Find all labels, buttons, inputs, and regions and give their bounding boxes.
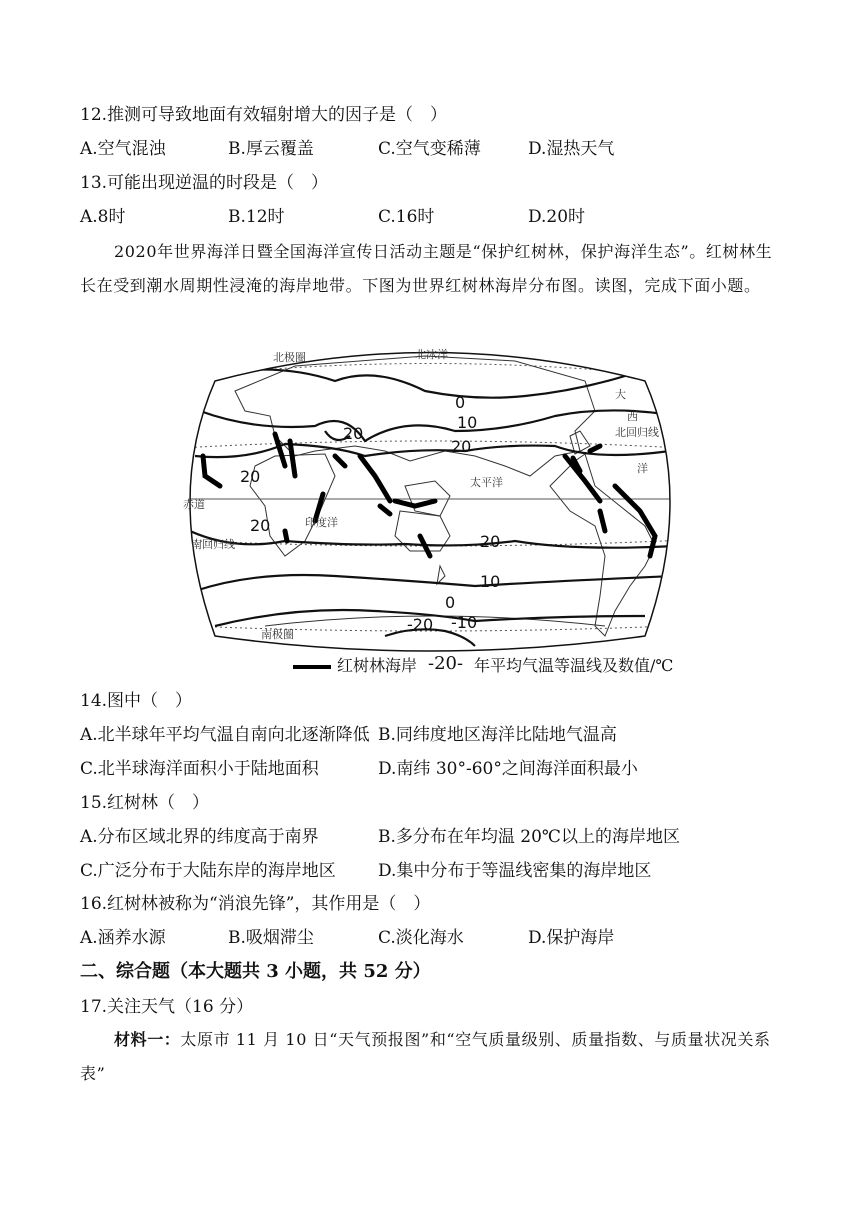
q12-option-b: B.厚云覆盖 — [228, 139, 314, 159]
q12-option-d: D.湿热天气 — [528, 139, 615, 159]
label-antarctic-circle: 南极圈 — [261, 628, 294, 641]
q16-stem: 16.红树林被称为“消浪先锋”，其作用是（ ） — [80, 894, 431, 914]
isotherm-value-n20b: 20 — [343, 424, 364, 443]
q12-option-c: C.空气变稀薄 — [378, 139, 481, 159]
label-arctic-ocean: 北冰洋 — [415, 348, 448, 361]
q14-option-d: D.南纬 30°-60°之间海洋面积最小 — [378, 759, 638, 779]
label-atlantic-1: 大 — [615, 388, 626, 401]
label-atlantic-2: 西 — [627, 410, 638, 423]
q13-option-d: D.20时 — [528, 207, 586, 227]
q16-option-b: B.吸烟滞尘 — [228, 928, 314, 948]
q16-option-d: D.保护海岸 — [528, 928, 615, 948]
q15-option-d: D.集中分布于等温线密集的海岸地区 — [378, 861, 652, 881]
q16-option-c: C.淡化海水 — [378, 928, 464, 948]
label-atlantic-3: 洋 — [637, 462, 648, 475]
q17-material-label: 材料一： — [114, 1030, 181, 1049]
q14-option-a: A.北半球年平均气温自南向北逐渐降低 — [80, 725, 370, 745]
q14-option-b: B.同纬度地区海洋比陆地气温高 — [378, 725, 617, 745]
legend-isotherm-sample: -20- — [428, 653, 464, 674]
q15-option-a: A.分布区域北界的纬度高于南界 — [80, 827, 319, 847]
isotherm-value-s10: 10 — [480, 572, 501, 591]
q13-option-a: A.8时 — [80, 207, 126, 227]
isotherm-value-n20c: 20 — [240, 467, 261, 486]
isotherm-value-n0: 0 — [455, 393, 466, 412]
label-pacific-ocean: 太平洋 — [470, 476, 503, 489]
label-tropic-north: 北回归线 — [615, 426, 659, 439]
q17-material-text: 太原市 11 月 10 日“天气预报图”和“空气质量级别、质量指数、与质量状况关系表” — [80, 1030, 771, 1083]
q12-stem: 12.推测可导致地面有效辐射增大的因子是（ ） — [80, 105, 448, 125]
legend-coast-label: 红树林海岸 — [337, 656, 418, 675]
q17-material — [80, 1023, 780, 1091]
label-arctic-circle: 北极圈 — [273, 351, 306, 364]
mangrove-intro: 2020年世界海洋日暨全国海洋宣传日活动主题是“保护红树林，保护海洋生态”。红树林生长在受到潮水周期性浸淹的海岸地带。下图为世界红树林海岸分布图。读图，完成下面小题。 — [80, 242, 773, 295]
q15-stem: 15.红树林（ ） — [80, 793, 210, 813]
q14-option-c: C.北半球海洋面积小于陆地面积 — [80, 759, 319, 779]
q13-option-c: C.16时 — [378, 207, 435, 227]
legend-coast-swatch — [293, 665, 331, 669]
label-tropic-south: 南回归线 — [191, 538, 235, 551]
label-indian-ocean: 印度洋 — [305, 516, 338, 529]
q17-stem: 17.关注天气（16 分） — [80, 997, 254, 1017]
q15-option-b: B.多分布在年均温 20℃以上的海岸地区 — [378, 827, 680, 847]
q14-stem: 14.图中（ ） — [80, 691, 193, 711]
legend-coast — [293, 656, 417, 676]
label-equator: 赤道 — [183, 498, 205, 511]
isotherm-value-s20: 20 — [480, 532, 501, 551]
mangrove-world-map — [175, 336, 685, 654]
isotherm-value-n20: 20 — [451, 437, 472, 456]
isotherm-value-s0: 0 — [445, 593, 456, 612]
isotherm-value-s-10: -10 — [451, 613, 478, 632]
legend-isotherm-label: 年平均气温等温线及数值/℃ — [474, 656, 674, 675]
isotherm-value-n20d: 20 — [250, 516, 271, 535]
q13-option-b: B.12时 — [228, 207, 285, 227]
q15-option-c: C.广泛分布于大陆东岸的海岸地区 — [80, 861, 336, 881]
q16-option-a: A.涵养水源 — [80, 928, 166, 948]
section-heading: 二、综合题（本大题共 3 小题，共 52 分） — [80, 961, 431, 982]
isotherm-value-s-20: -20 — [407, 615, 434, 634]
q13-stem: 13.可能出现逆温的时段是（ ） — [80, 173, 329, 193]
isotherm-value-n10: 10 — [457, 413, 478, 432]
q12-option-a: A.空气混浊 — [80, 139, 166, 159]
